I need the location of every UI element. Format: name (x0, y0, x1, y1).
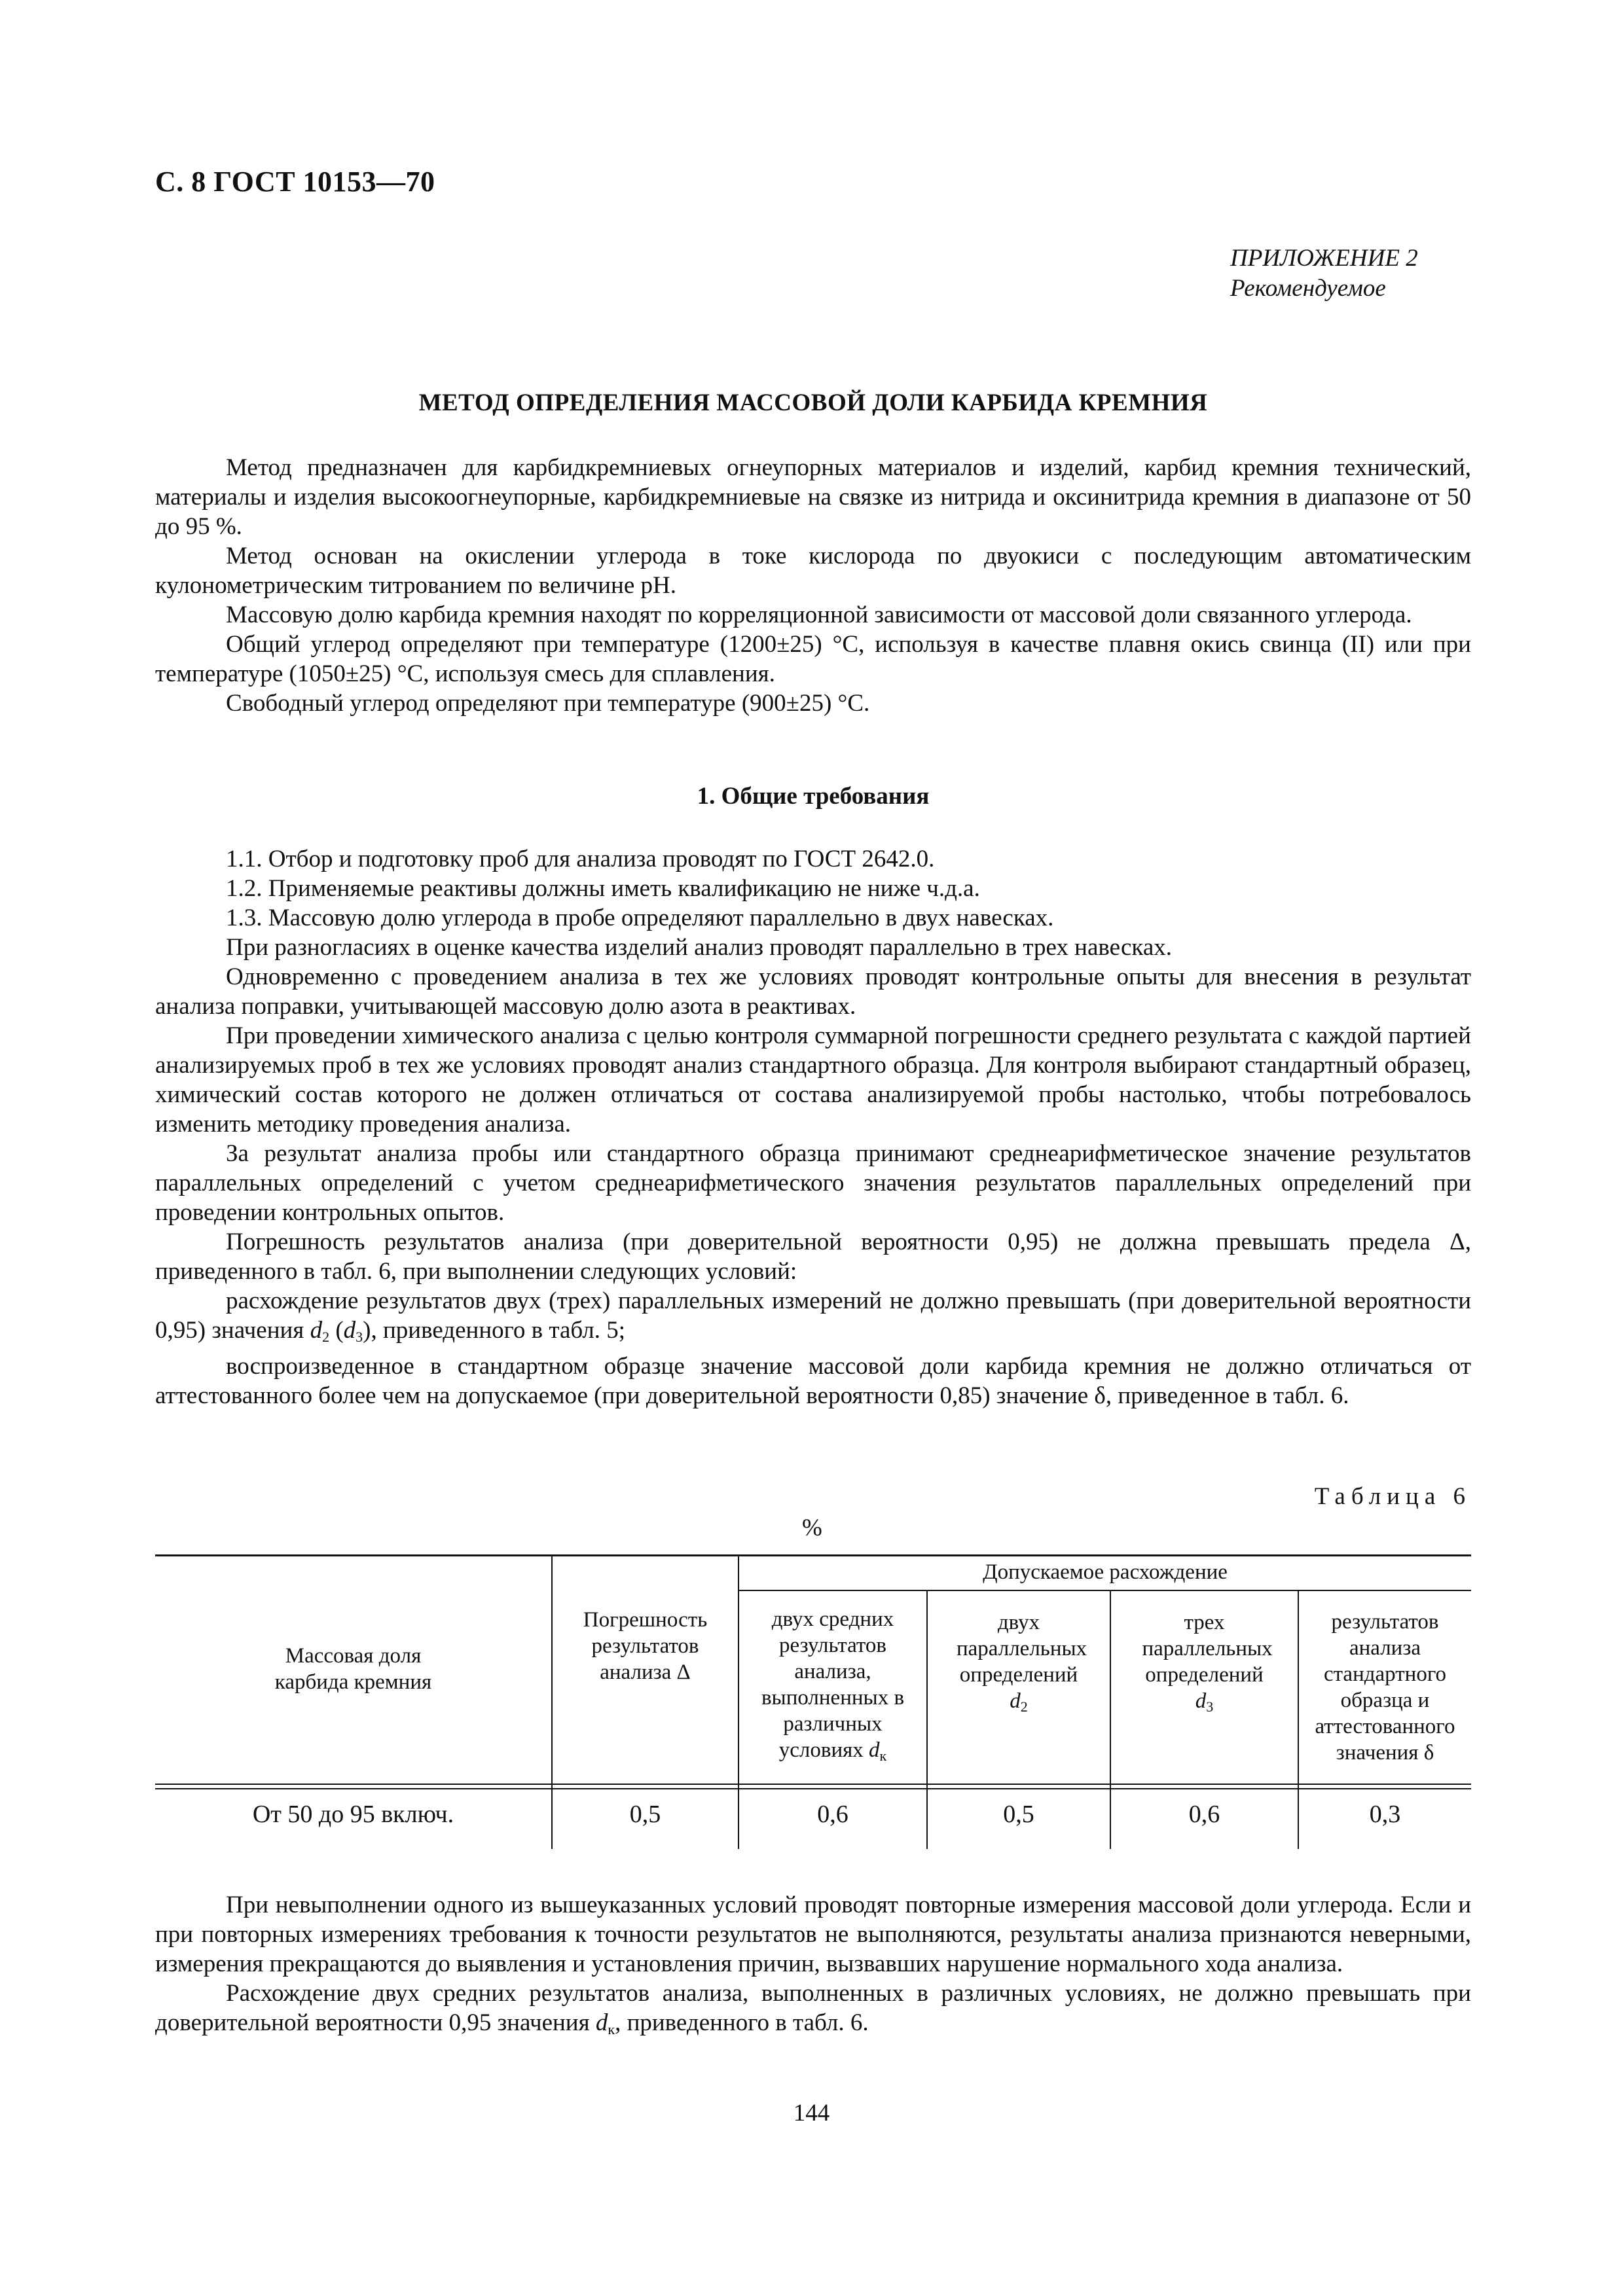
header-cell: трех параллельных определений $d_3$ (1142, 1611, 1273, 1715)
table-cell: 0,5 (629, 1801, 661, 1828)
table-cell: 0,3 (1369, 1801, 1401, 1828)
intro-paragraph: Свободный углерод определяют при температуре (900±25) °С. (226, 690, 870, 717)
table-cell: От 50 до 95 включ. (252, 1801, 454, 1828)
table-label: Таблица 6 (1314, 1483, 1471, 1510)
table-cell: 0,6 (817, 1801, 848, 1828)
page-number: 144 (793, 2100, 830, 2126)
table-cell: 0,5 (1003, 1801, 1034, 1828)
intro-text (155, 453, 1471, 718)
appendix-number: ПРИЛОЖЕНИЕ 2 (1230, 245, 1418, 272)
closing-text (155, 1890, 1471, 2044)
closing-paragraph: При невыполнении одного из вышеуказанных условий проводят повторные измерения массовой доли углерода. Если и при повторных измерениях требования к точности результатов не выполняются, результаты анализа признаются неверными, измерения прекращаются до выявления и установления причин, вызвавших нарушение нормального хода анализа. (155, 1892, 1471, 1977)
section-paragraph: За результат анализа пробы или стандартного образца принимают среднеарифметическое значение результатов параллельных определений с учетом среднеарифметического значения результатов параллельных определений при проведении контрольных опытов. (155, 1140, 1471, 1226)
condition-paragraph: воспроизведенное в стандартном образце значение массовой доли карбида кремния не должно отличаться от аттестованного более чем на допускаемое (при доверительной вероятности 0,85) значение δ, приведенное в табл. 6. (155, 1353, 1471, 1409)
header-cell: Массовая доля карбида кремния (274, 1644, 432, 1694)
appendix-status: Рекомендуемое (1230, 275, 1386, 302)
appendix-label (1052, 243, 1445, 304)
method-title: МЕТОД ОПРЕДЕЛЕНИЯ МАССОВОЙ ДОЛИ КАРБИДА КРЕМНИЯ (418, 389, 1208, 416)
header-rule-double (155, 1788, 1471, 1789)
header-rule (155, 1784, 1471, 1785)
section-paragraph: При проведении химического анализа с целью контроля суммарной погрешности среднего результата с каждой партией анализируемых проб в тех же условиях проводят анализ стандартного образца. Для контроля выбирают стандартный образец, химический состав которого не должен отличаться от состава анализируемой пробы настолько, чтобы потребовалось изменить методику проведения анализа. (155, 1022, 1471, 1138)
section-heading: 1. Общие требования (697, 783, 930, 810)
section-paragraph: Одновременно с проведением анализа в тех же условиях проводят контрольные опыты для внесения в результат анализа поправки, учитывающей массовую долю азота в реактивах. (155, 963, 1471, 1020)
header-cell: результатов анализа стандартного образца и аттестованного значения δ (1315, 1610, 1455, 1765)
header-cell: двух параллельных определений $d_2$ (957, 1611, 1087, 1715)
section-paragraph: 1.1. Отбор и подготовку проб для анализа проводят по ГОСТ 2642.0. (226, 846, 935, 872)
page-header: С. 8 ГОСТ 10153—70 (155, 166, 435, 198)
header-cell: двух средних результатов анализа, выполненных в различных условиях $d_к$ (761, 1607, 905, 1764)
header-cell: Погрешность результатов анализа Δ (583, 1608, 708, 1684)
table-cell: 0,6 (1188, 1801, 1220, 1828)
closing-paragraph: Расхождение двух средних результатов анализа, выполненных в различных условиях, не должно превышать при доверительной вероятности 0,95 значения $d_к$, приведенного в табл. 6. (155, 1980, 1471, 2037)
condition-paragraph: расхождение результатов двух (трех) параллельных измерений не должно превышать (при доверительной вероятности 0,95) значения $d_2$ $(d_3)$, приведенного в табл. 5; (155, 1287, 1471, 1345)
section-text (155, 844, 1471, 1410)
intro-paragraph: Массовую долю карбида кремния находят по корреляционной зависимости от массовой доли связанного углерода. (226, 601, 1412, 628)
section-paragraph: При разногласиях в оценке качества изделий анализ проводят параллельно в трех навесках. (226, 934, 1173, 961)
group-header-cell: Допускаемое расхождение (983, 1560, 1228, 1584)
intro-paragraph: Метод предназначен для карбидкремниевых огнеупорных материалов и изделий, карбид кремния технический, материалы и изделия высокоогнеупорные, карбидкремниевые на связке из нитрида и оксинитрида кремния в диапазоне от 50 до 95 %. (155, 454, 1471, 540)
section-paragraph: 1.2. Применяемые реактивы должны иметь квалификацию не ниже ч.д.а. (226, 875, 980, 902)
section-paragraph: Погрешность результатов анализа (при доверительной вероятности 0,95) не должна превышать предела Δ, приведенного в табл. 6, при выполнении следующих условий: (155, 1229, 1471, 1285)
table-units: % (802, 1515, 822, 1541)
intro-paragraph: Общий углерод определяют при температуре (1200±25) °С, используя в качестве плавня окись свинца (II) или при температуре (1050±25) °С, используя смесь для сплавления. (155, 631, 1471, 687)
table (155, 1554, 1471, 1849)
section-paragraph: 1.3. Массовую долю углерода в пробе определяют параллельно в двух навесках. (226, 905, 1054, 931)
intro-paragraph: Метод основан на окислении углерода в токе кислорода по двуокиси с последующим автоматическим кулонометрическим титрованием по величине pH. (155, 543, 1471, 599)
